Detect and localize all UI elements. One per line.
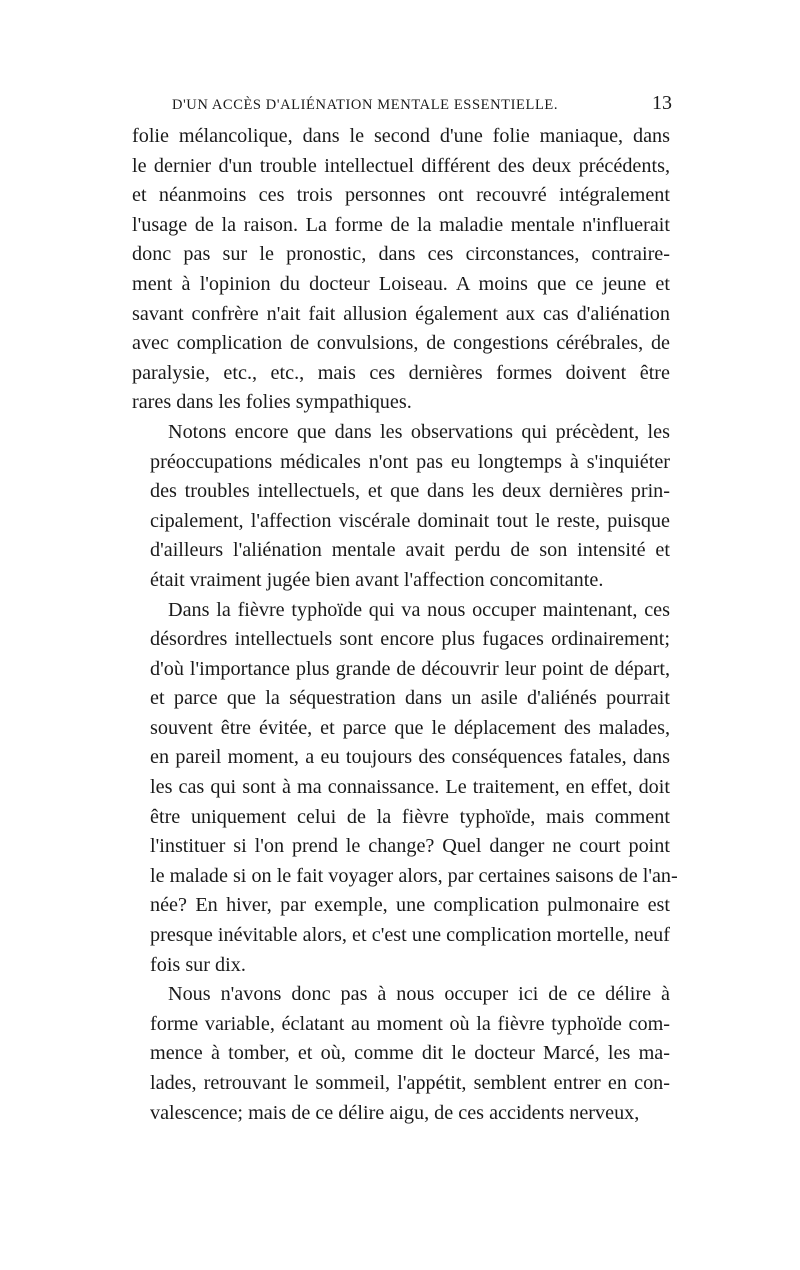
book-page [132, 92, 678, 1128]
running-head [172, 92, 672, 122]
text-line: fois sur dix. [150, 953, 246, 976]
text-line: savant confrère n'ait fait allusion également aux cas d'aliénation [132, 302, 670, 325]
text-line: avec complication de convulsions, de congestions cérébrales, de [132, 332, 670, 355]
text-line: d'ailleurs l'aliénation mentale avait perdu de son intensité et [150, 539, 670, 562]
text-line: Nous n'avons donc pas à nous occuper ici de ce délire à [168, 983, 670, 1006]
text-line: être uniquement celui de la fièvre typhoïde, mais comment [150, 805, 670, 828]
paragraph [132, 418, 670, 596]
paragraph [132, 980, 670, 1128]
text-line: valescence; mais de ce délire aigu, de ces accidents nerveux, [150, 1101, 640, 1124]
text-line: rares dans les folies sympathiques. [132, 391, 412, 414]
text-line: lades, retrouvant le sommeil, l'appétit, semblent entrer en con- [150, 1072, 670, 1094]
paragraph [132, 596, 678, 981]
text-line: les cas qui sont à ma connaissance. Le traitement, en effet, doit [150, 776, 670, 799]
text-line: l'usage de la raison. La forme de la maladie mentale n'influerait [132, 213, 670, 236]
text-line: donc pas sur le pronostic, dans ces circonstances, contraire- [132, 243, 670, 266]
text-line: préoccupations médicales n'ont pas eu longtemps à s'inquiéter [150, 450, 670, 473]
text-line: des troubles intellectuels, et que dans les deux dernières prin- [150, 480, 670, 503]
text-line: en pareil moment, a eu toujours des conséquences fatales, dans [150, 746, 670, 769]
text-line: et néanmoins ces trois personnes ont recouvré intégralement [132, 184, 670, 207]
text-line: paralysie, etc., etc., mais ces dernières formes doivent être [132, 361, 670, 384]
text-line: ment à l'opinion du docteur Loiseau. A moins que ce jeune et [132, 272, 670, 295]
text-line: désordres intellectuels sont encore plus fugaces ordinairement; [150, 628, 670, 651]
text-line: forme variable, éclatant au moment où la fièvre typhoïde com- [150, 1012, 670, 1035]
text-line: le dernier d'un trouble intellectuel différent des deux précédents, [132, 154, 670, 177]
text-line: d'où l'importance plus grande de découvrir leur point de départ, [150, 657, 670, 680]
page-number: 13 [652, 92, 672, 114]
text-line: l'instituer si l'on prend le change? Quel danger ne court point [150, 835, 670, 858]
text-line: cipalement, l'affection viscérale dominait tout le reste, puisque [150, 509, 670, 532]
paragraph [132, 122, 670, 418]
text-line: née? En hiver, par exemple, une complication pulmonaire est [150, 894, 670, 917]
text-line: Dans la fièvre typhoïde qui va nous occuper maintenant, ces [168, 598, 670, 621]
text-line: le malade si on le fait voyager alors, par certaines saisons de l'an- [150, 864, 678, 887]
text-line: souvent être évitée, et parce que le déplacement des malades, [150, 716, 670, 739]
text-line: était vraiment jugée bien avant l'affection concomitante. [150, 568, 604, 591]
text-line: et parce que la séquestration dans un asile d'aliénés pourrait [150, 687, 670, 710]
text-line: presque inévitable alors, et c'est une complication mortelle, neuf [150, 924, 670, 947]
running-title: D'UN ACCÈS D'ALIÉNATION MENTALE ESSENTIELLE. [172, 97, 559, 113]
text-line: mence à tomber, et où, comme dit le docteur Marcé, les ma- [150, 1042, 670, 1065]
text-line: folie mélancolique, dans le second d'une folie maniaque, dans [132, 125, 670, 147]
body-text [132, 122, 678, 1128]
text-line: Notons encore que dans les observations qui précèdent, les [168, 420, 670, 443]
